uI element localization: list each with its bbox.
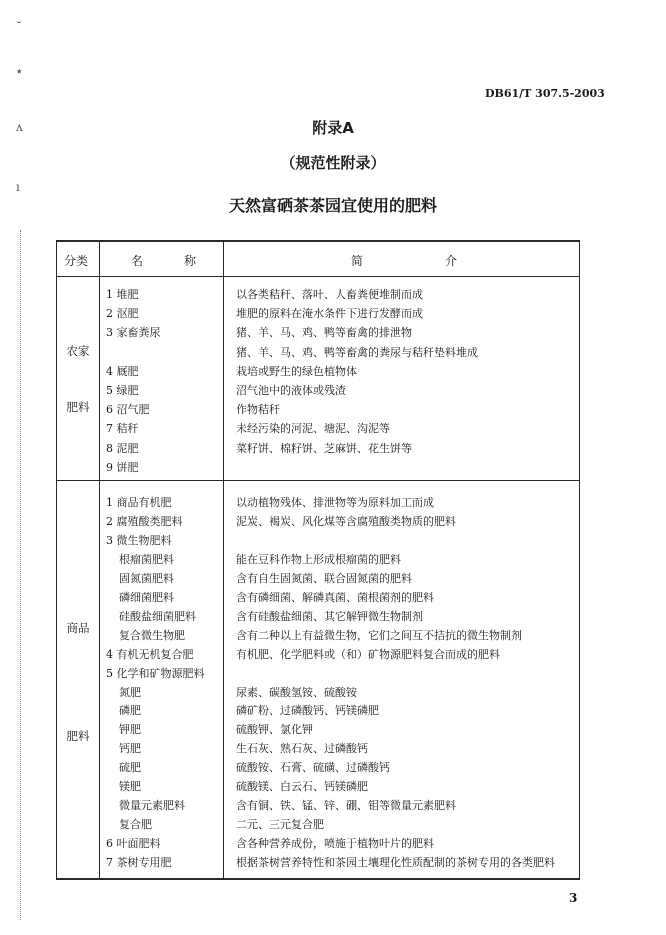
fertilizer-description: 以各类秸秆、落叶、人畜粪便堆制而成 — [236, 288, 423, 301]
fertilizer-subtype-name: 钙肥 — [119, 742, 141, 755]
fertilizer-description: 菜籽饼、棉籽饼、芝麻饼、花生饼等 — [236, 442, 412, 455]
table-top-border — [56, 240, 579, 242]
fertilizer-name: 9 饼肥 — [106, 461, 139, 474]
header-desc-a: 简 — [351, 254, 364, 268]
fertilizer-subtype-name: 复合肥 — [119, 818, 152, 831]
fertilizer-name: 8 泥肥 — [106, 442, 139, 455]
category-commercial-b: 肥料 — [66, 729, 90, 743]
margin-mark: ı — [16, 180, 20, 194]
fertilizer-description: 二元、三元复合肥 — [236, 818, 324, 831]
fertilizer-description: 含有二种以上有益微生物，它们之间互不拮抗的微生物制剂 — [236, 629, 522, 642]
fertilizer-description: 含有铜、铁、锰、锌、硼、钼等微量元素肥料 — [236, 799, 456, 812]
fertilizer-description: 猪、羊、马、鸡、鸭等畜禽的粪尿与秸秆垫料堆成 — [236, 346, 478, 359]
fertilizer-subtype-name: 磷细菌肥料 — [119, 591, 174, 604]
annex-type: （规范性附录） — [280, 154, 386, 172]
fertilizer-name: 3 家畜粪尿 — [106, 326, 161, 339]
fertilizer-description: 未经污染的河泥、塘泥、沟泥等 — [236, 422, 390, 435]
header-desc-b: 介 — [445, 254, 458, 268]
margin-punch-line — [20, 230, 21, 920]
fertilizer-description: 尿素、碳酸氢铵、硫酸铵 — [236, 686, 357, 699]
header-name-a: 名 — [131, 254, 144, 268]
fertilizer-description: 含有磷细菌、解磷真菌、菌根菌剂的肥料 — [236, 591, 434, 604]
fertilizer-subtype-name: 根瘤菌肥料 — [119, 553, 174, 566]
fertilizer-name: 2 沤肥 — [106, 307, 139, 320]
fertilizer-description: 含有硅酸盐细菌、其它解钾微生物制剂 — [236, 610, 423, 623]
margin-mark: ˘ — [16, 20, 22, 34]
header-bottom-border — [56, 276, 579, 277]
fertilizer-subtype-name: 微量元素肥料 — [119, 799, 185, 812]
fertilizer-subtype-name: 氮肥 — [119, 686, 141, 699]
fertilizer-name: 7 秸秆 — [106, 422, 139, 435]
fertilizer-description: 堆肥的原料在淹水条件下进行发酵而成 — [236, 307, 423, 320]
fertilizer-description: 生石灰、熟石灰、过磷酸钙 — [236, 742, 368, 755]
header-category: 分类 — [64, 254, 89, 268]
margin-mark: ٭ — [16, 64, 23, 78]
fertilizer-description: 作物秸秆 — [236, 403, 280, 416]
fertilizer-name: 2 腐殖酸类肥料 — [106, 515, 183, 528]
fertilizer-description: 以动植物残体、排泄物等为原料加工而成 — [236, 496, 434, 509]
fertilizer-description: 栽培或野生的绿色植物体 — [236, 365, 357, 378]
page-number: 3 — [569, 891, 578, 905]
table-title: 天然富硒茶茶园宜使用的肥料 — [228, 196, 437, 215]
standard-number: DB61/T 307.5-2003 — [485, 87, 605, 100]
table-right-border — [579, 240, 580, 880]
fertilizer-name: 3 微生物肥料 — [106, 534, 172, 547]
fertilizer-name: 1 堆肥 — [106, 288, 139, 301]
section-divider — [56, 480, 579, 481]
fertilizer-name: 6 沼气肥 — [106, 403, 150, 416]
fertilizer-name: 4 厩肥 — [106, 365, 139, 378]
fertilizer-description: 猪、羊、马、鸡、鸭等畜禽的排泄物 — [236, 326, 412, 339]
fertilizer-description: 硫酸钾、氯化钾 — [236, 723, 313, 736]
fertilizer-description: 根据茶树营养特性和茶园土壤理化性质配制的茶树专用的各类肥料 — [236, 856, 555, 869]
fertilizer-subtype-name: 固氮菌肥料 — [119, 572, 174, 585]
fertilizer-description: 泥炭、褐炭、风化煤等含腐殖酸类物质的肥料 — [236, 515, 456, 528]
fertilizer-subtype-name: 硅酸盐细菌肥料 — [119, 610, 196, 623]
fertilizer-name: 7 茶树专用肥 — [106, 856, 172, 869]
fertilizer-description: 硫酸铵、石膏、硫磺、过磷酸钙 — [236, 761, 390, 774]
fertilizer-name: 4 有机无机复合肥 — [106, 648, 194, 661]
fertilizer-description: 含各种营养成份，喷施于植物叶片的肥料 — [236, 837, 434, 850]
fertilizer-description: 沼气池中的液体或残渣 — [236, 384, 346, 397]
fertilizer-description: 硫酸镁、白云石、钙镁磷肥 — [236, 780, 368, 793]
header-name-b: 称 — [184, 254, 197, 268]
category-farm-a: 农家 — [66, 344, 90, 358]
category-farm-b: 肥料 — [66, 400, 90, 414]
fertilizer-description: 磷矿粉、过磷酸钙、钙镁磷肥 — [236, 704, 379, 717]
column-divider — [99, 240, 100, 880]
fertilizer-subtype-name: 磷肥 — [119, 704, 141, 717]
fertilizer-description: 含有自生固氮菌、联合固氮菌的肥料 — [236, 572, 412, 585]
fertilizer-name: 5 绿肥 — [106, 384, 139, 397]
table-bottom-border — [56, 878, 579, 880]
fertilizer-description: 有机肥、化学肥料或（和）矿物源肥料复合而成的肥料 — [236, 648, 500, 661]
category-commercial-a: 商品 — [66, 621, 90, 635]
fertilizer-subtype-name: 镁肥 — [119, 780, 141, 793]
fertilizer-subtype-name: 钾肥 — [119, 723, 141, 736]
fertilizer-name: 1 商品有机肥 — [106, 496, 172, 509]
fertilizer-name: 5 化学和矿物源肥料 — [106, 667, 205, 680]
fertilizer-subtype-name: 复合微生物肥 — [119, 629, 185, 642]
column-divider — [223, 240, 224, 880]
margin-mark: ʌ — [16, 120, 23, 134]
table-left-border — [56, 240, 57, 880]
fertilizer-description: 能在豆科作物上形成根瘤菌的肥料 — [236, 553, 401, 566]
fertilizer-name: 6 叶面肥料 — [106, 837, 161, 850]
appendix-title: 附录A — [312, 119, 354, 137]
fertilizer-subtype-name: 硫肥 — [119, 761, 141, 774]
